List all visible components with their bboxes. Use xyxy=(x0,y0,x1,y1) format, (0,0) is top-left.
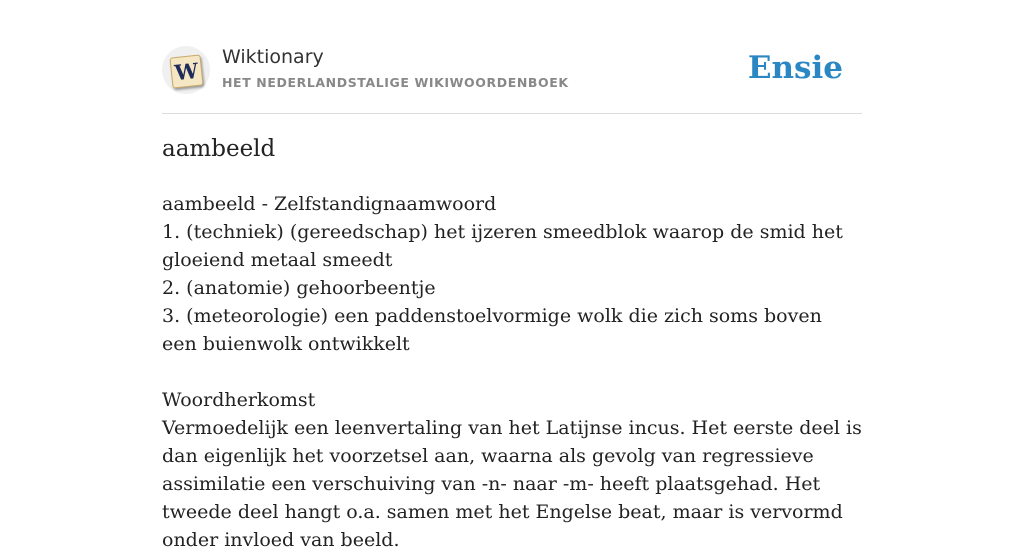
site-header xyxy=(162,0,862,114)
ensie-brand-link[interactable]: Ensie xyxy=(747,50,843,86)
definition-item: 3. (meteorologie) een paddenstoelvormige wolk die zich soms boven een buienwolk ontwikkelt xyxy=(162,305,822,355)
site-title[interactable]: Wiktionary xyxy=(222,46,324,68)
section-spacer xyxy=(162,358,862,386)
etymology-heading: Woordherkomst xyxy=(162,389,316,411)
entry-heading-line: aambeeld - Zelfstandignaamwoord xyxy=(162,193,497,215)
wiktionary-logo-icon[interactable] xyxy=(162,46,210,94)
etymology-text: Vermoedelijk een leenvertaling van het Latijnse incus. Het eerste deel is dan eigenlijk het voorzetsel aan, waarna als gevolg van regressieve assimilatie een verschuiving van -n- naar -m- heeft plaatsgehad. Het tweede deel hangt o.a. samen met het Engelse beat, maar is vervormd onder invloed van beeld. xyxy=(162,417,862,551)
page-title: aambeeld xyxy=(162,136,276,162)
page-container xyxy=(162,0,862,551)
logo-letter-tile: W xyxy=(169,54,203,88)
definition-item: 1. (techniek) (gereedschap) het ijzeren smeedblok waarop de smid het gloeiend metaal smeedt xyxy=(162,221,843,271)
entry-content xyxy=(162,190,862,554)
site-subtitle: HET NEDERLANDSTALIGE WIKIWOORDENBOEK xyxy=(222,75,569,90)
definition-item: 2. (anatomie) gehoorbeentje xyxy=(162,277,436,299)
